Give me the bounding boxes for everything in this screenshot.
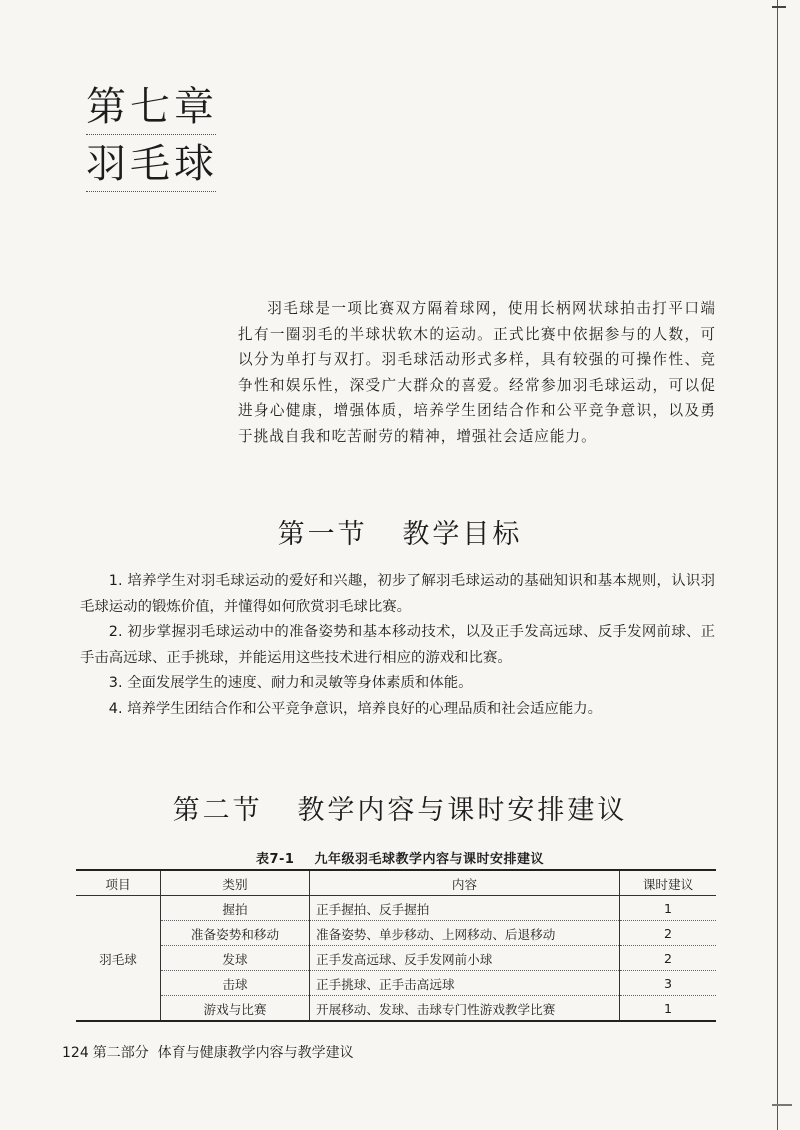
table-header-row [76,870,716,896]
table-caption: 表7-1 九年级羽毛球教学内容与课时安排建议 [255,852,545,867]
objectives-list [80,569,715,723]
content-cell: 开展移动、发球、击球专门性游戏教学比赛 [310,996,620,1022]
category-cell: 击球 [161,971,310,996]
project-cell: 羽毛球 [76,896,161,1022]
intro-paragraph: 羽毛球是一项比赛双方隔着球网，使用长柄网状球拍击打平口端扎有一圈羽毛的半球状软木的运动。正式比赛中依据参与的人数，可以分为单打与双打。羽毛球活动形式多样，具有较强的可操作性、竞争性和娱乐性，深受广大群众的喜爱。经常参加羽毛球运动，可以促进身心健康，增强体质，培养学生团结合作和公平竞争意识，以及勇于挑战自我和吃苦耐劳的精神，增强社会适应能力。 [238,300,716,445]
footer-part-title: 体育与健康教学内容与教学建议 [157,1045,354,1061]
chapter-name: 羽毛球 [86,141,216,192]
header-category: 类别 [161,870,310,896]
hours-cell: 1 [663,1000,672,1016]
page-corner-mark-bottom [772,1104,792,1112]
content-cell: 正手挑球、正手击高远球 [310,971,620,996]
category-cell: 准备姿势和移动 [161,921,310,946]
table-row [76,971,716,996]
header-content: 内容 [310,870,620,896]
category-cell: 发球 [161,946,310,971]
table-row [76,921,716,946]
hours-cell: 2 [620,946,717,971]
table-row [76,946,716,971]
category-cell: 握拍 [161,896,310,921]
page-footer [62,1042,354,1062]
hours-cell: 1 [620,896,717,921]
page-corner-mark [772,0,786,8]
content-cell: 正手发高远球、反手发网前小球 [310,946,620,971]
table-row [76,996,716,1022]
chapter-number: 第七章 [86,84,216,135]
content-cell: 正手握拍、反手握拍 [310,896,620,921]
objective-item: 4. 培养学生团结合作和公平竞争意识，培养良好的心理品质和社会适应能力。 [108,700,602,717]
category-cell: 游戏与比赛 [161,996,310,1022]
objective-item: 3. 全面发展学生的速度、耐力和灵敏等身体素质和体能。 [108,675,473,692]
section1-title: 第一节 教学目标 [277,519,523,550]
header-project: 项目 [76,870,161,896]
table-row [76,896,716,921]
objective-item: 2. 初步掌握羽毛球运动中的准备姿势和基本移动技术，以及正手发高远球、反手发网前球、正手击高远球、正手挑球，并能运用这些技术进行相应的游戏和比赛。 [80,624,715,666]
page-edge-line [777,0,778,1130]
hours-cell: 2 [620,921,717,946]
content-cell: 准备姿势、单步移动、上网移动、后退移动 [310,921,620,946]
section2-title: 第二节 教学内容与课时安排建议 [172,795,628,826]
footer-part-label: 第二部分 [92,1045,149,1061]
header-hours: 课时建议 [620,870,717,896]
chapter-heading [86,84,216,198]
objective-item: 1. 培养学生对羽毛球运动的爱好和兴趣，初步了解羽毛球运动的基础知识和基本规则，认识羽毛球运动的锻炼价值，并懂得如何欣赏羽毛球比赛。 [80,573,715,615]
lesson-plan-table [76,869,716,1022]
hours-cell: 3 [620,971,717,996]
page-number: 124 [62,1045,89,1061]
